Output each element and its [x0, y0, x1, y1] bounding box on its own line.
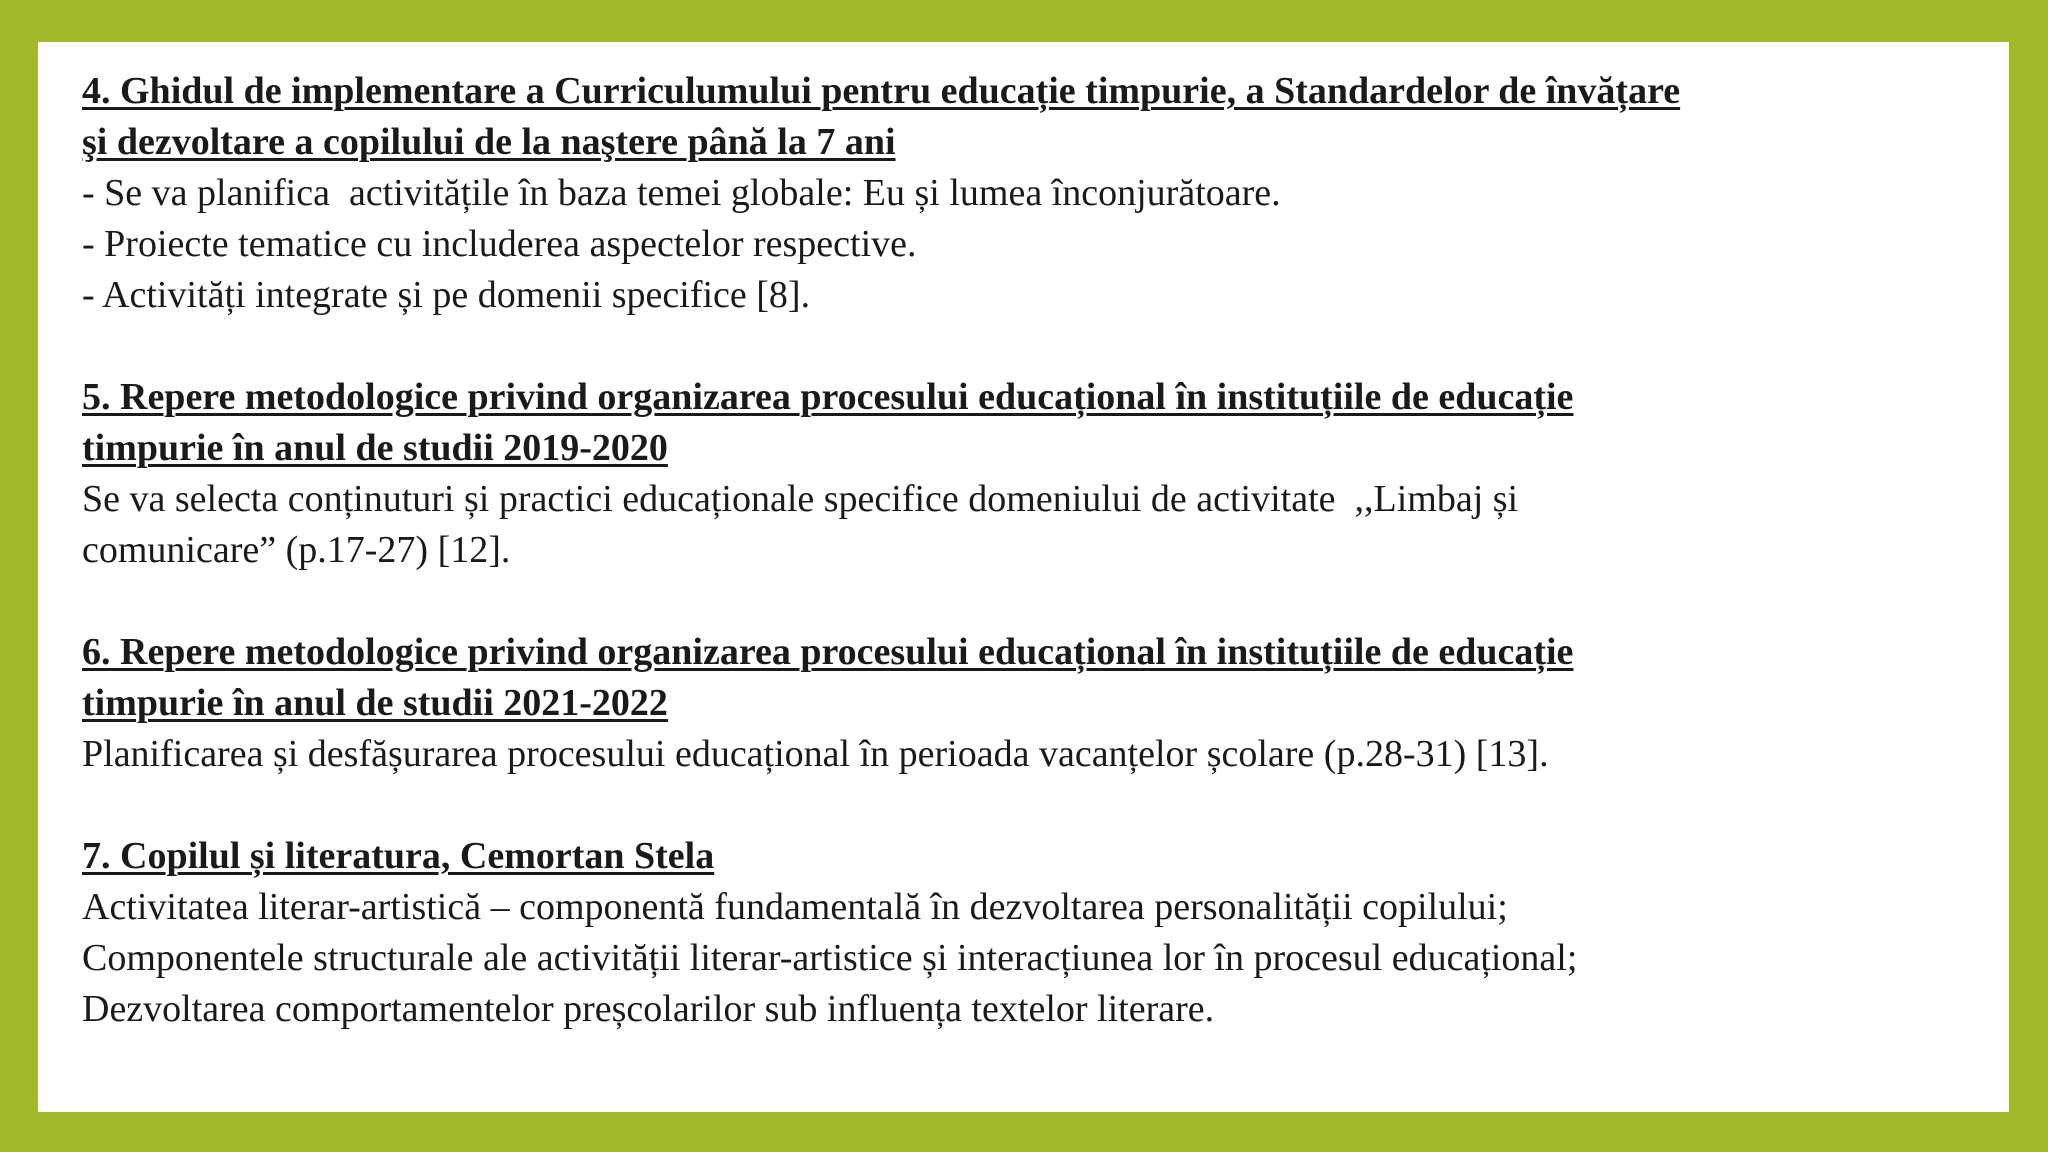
section-body-line: Planificarea și desfășurarea procesului educațional în perioada vacanțelor școlare (p.28-31) [13]. — [82, 733, 1549, 775]
section-4 — [82, 66, 1962, 321]
section-body-line: Dezvoltarea comportamentelor preșcolarilor sub influența textelor literare. — [82, 988, 1215, 1030]
section-7 — [82, 831, 1962, 1035]
slide-content — [82, 66, 1962, 1035]
section-body-line: Se va selecta conținuturi și practici educaționale specifice domeniului de activitate ,,Limbaj și — [82, 478, 1519, 520]
section-heading-line: 7. Copilul și literatura, Cemortan Stela — [82, 835, 715, 877]
section-body-line: - Activități integrate și pe domenii specifice [8]. — [82, 274, 811, 316]
slide — [38, 42, 2009, 1112]
section-heading-line: 5. Repere metodologice privind organizarea procesului educațional în instituțiile de educație — [82, 376, 1574, 418]
section-body-line: Componentele structurale ale activității literar-artistice și interacțiunea lor în procesul educațional; — [82, 937, 1578, 979]
section-body-line: comunicare” (p.17-27) [12]. — [82, 529, 511, 571]
section-body-line: - Proiecte tematice cu includerea aspectelor respective. — [82, 223, 917, 265]
section-heading-line: timpurie în anul de studii 2021-2022 — [82, 682, 668, 724]
section-5 — [82, 372, 1962, 576]
section-heading-line: timpurie în anul de studii 2019-2020 — [82, 427, 668, 469]
section-heading-line: 6. Repere metodologice privind organizarea procesului educațional în instituțiile de educație — [82, 631, 1574, 673]
section-heading-line: şi dezvoltare a copilului de la naştere până la 7 ani — [82, 121, 896, 163]
section-body-line: - Se va planifica activitățile în baza temei globale: Eu și lumea înconjurătoare. — [82, 172, 1281, 214]
section-body-line: Activitatea literar-artistică – componentă fundamentală în dezvoltarea personalității copilului; — [82, 886, 1508, 928]
section-6 — [82, 627, 1962, 780]
section-heading-line: 4. Ghidul de implementare a Curriculumului pentru educație timpurie, a Standardelor de învățare — [82, 70, 1681, 112]
